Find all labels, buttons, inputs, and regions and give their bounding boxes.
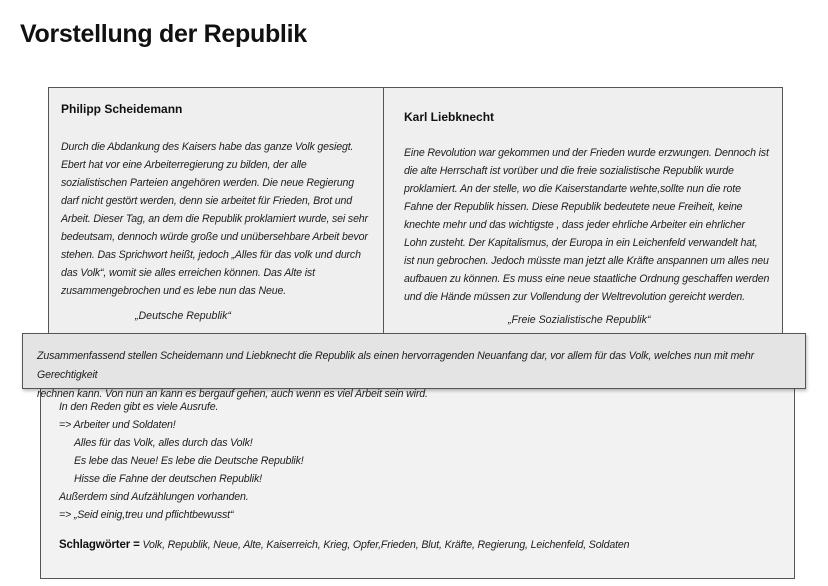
speech-line: sozialistischen Parteien angehören werden. Die neue Regierung <box>61 177 354 189</box>
summary-text <box>37 347 795 404</box>
scheidemann-source: „Deutsche Republik“ <box>135 310 231 322</box>
speech-line: Arbeit. Dieser Tag, an dem die Republik proklamiert wurde, sei sehr <box>61 213 368 225</box>
speech-line: bedeutsam, dennoch würde große und unübersehbare Arbeit bevor <box>61 231 368 243</box>
speech-line: Ebert hat vor eine Arbeiterregierung zu bilden, der alle <box>61 159 307 171</box>
speech-line: Fahne der Republik hissen. Diese Republik bedeutete neue Freiheit, keine <box>404 201 743 213</box>
speech-line: ist nun gebrochen. Jedoch müsste man jetzt alle Kräfte anspannen um alles neu <box>404 255 769 267</box>
analysis-line: => Arbeiter und Soldaten! <box>59 419 176 431</box>
speaker-name-scheidemann: Philipp Scheidemann <box>61 102 183 116</box>
page-title: Vorstellung der Republik <box>20 20 307 48</box>
speech-line: stehen. Das Sprichwort heißt, jedoch „Alles für das volk und durch <box>61 249 361 261</box>
keywords-label: Schlagwörter = <box>59 539 140 551</box>
speech-line: Lohn zusteht. Der Kapitalismus, der Europa in ein Leichenfeld verwandelt hat, <box>404 237 758 249</box>
speech-line: zusammengebrochen und es lebe nun das Neue. <box>61 285 287 297</box>
speech-line: proklamiert. An der stelle, wo die Kaiserstandarte wehte,sollte nun die rote <box>404 183 741 195</box>
analysis-line: Alles für das Volk, alles durch das Volk! <box>74 437 253 449</box>
summary-line: rechnen kann. Von nun an kann es bergauf gehen, auch wenn es viel Arbeit sein wird. <box>37 388 428 400</box>
scheidemann-box <box>48 87 384 335</box>
speech-line: aufbauen zu können. Es muss eine neue staatliche Ordnung geschaffen werden <box>404 273 770 285</box>
keywords-text: Volk, Republik, Neue, Alte, Kaiserreich, Krieg, Opfer,Frieden, Blut, Kräfte, Regierung, Leichenfeld, Soldaten <box>139 539 630 551</box>
analysis-line: Außerdem sind Aufzählungen vorhanden. <box>59 491 249 503</box>
keywords-line <box>59 539 629 551</box>
analysis-line: In den Reden gibt es viele Ausrufe. <box>59 401 219 413</box>
analysis-box <box>40 389 795 579</box>
speech-line: Eine Revolution war gekommen und der Frieden wurde erzwungen. Dennoch ist <box>404 147 769 159</box>
liebknecht-source: „Freie Sozialistische Republik“ <box>508 314 651 326</box>
liebknecht-box <box>383 87 783 335</box>
speech-line: darf nicht gestört werden, denn sie arbeitet für Frieden, Brot und <box>61 195 353 207</box>
speaker-name-liebknecht: Karl Liebknecht <box>404 110 495 124</box>
summary-line: Zusammenfassend stellen Scheidemann und Liebknecht die Republik als einen hervorragenden Neuanfang dar, vor allem für das Volk, welches nun mit mehr Gerechtigkeit <box>37 350 755 381</box>
speech-line: knechte mehr und das wichtigste , dass jeder ehrliche Arbeiter ein ehrlicher <box>404 219 745 231</box>
analysis-line: => „Seid einig,treu und pflichtbewusst“ <box>59 509 234 521</box>
speech-line: Durch die Abdankung des Kaisers habe das ganze Volk gesiegt. <box>61 141 354 153</box>
speech-line: die alte Herrschaft ist vorüber und die freie sozialistische Republik wurde <box>404 165 734 177</box>
analysis-line: Hisse die Fahne der deutschen Republik! <box>74 473 262 485</box>
summary-box <box>22 333 806 400</box>
speech-line: das Volk“, womit sie alles erreichen können. Das Alte ist <box>61 267 315 279</box>
speech-line: und die Hände müssen zur Vollendung der Weltrevolution gereicht werden. <box>404 291 745 303</box>
analysis-line: Es lebe das Neue! Es lebe die Deutsche Republik! <box>74 455 304 467</box>
